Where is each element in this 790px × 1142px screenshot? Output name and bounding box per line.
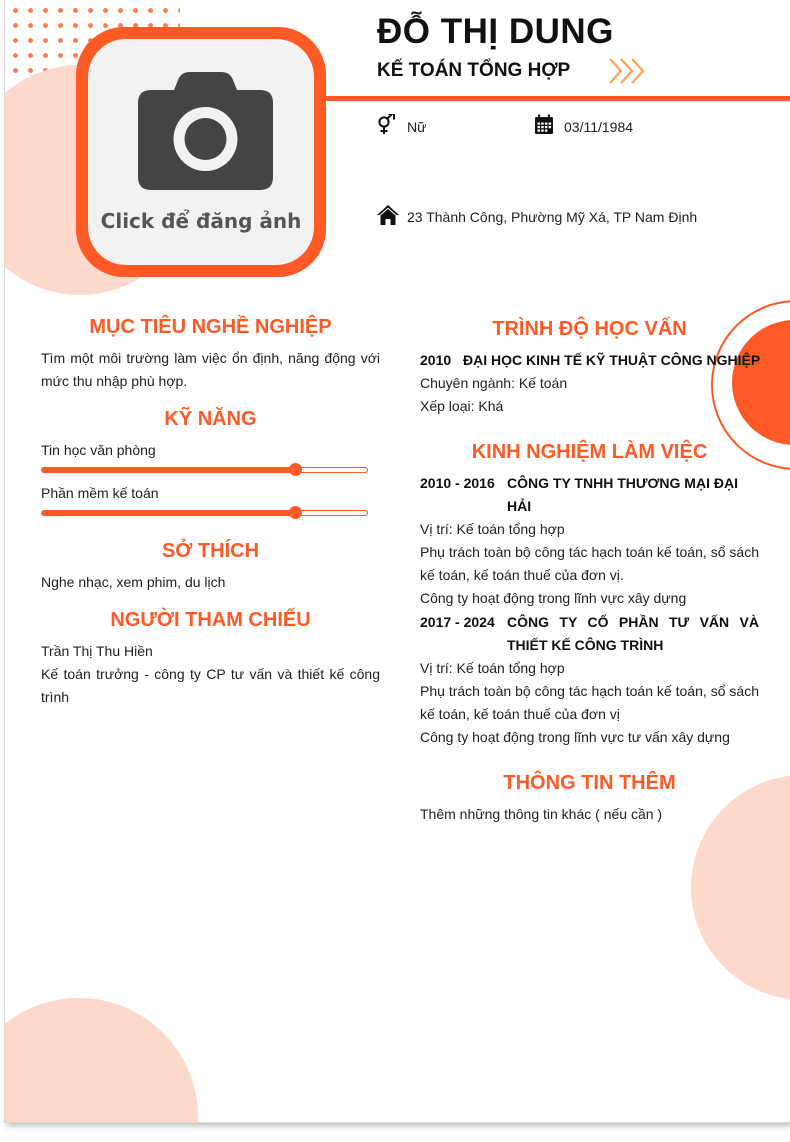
objective-text: Tìm một môi trường làm việc ổn định, năng động với mức thu nhập phù hợp. — [41, 350, 380, 389]
skill-name: Phần mềm kế toán — [41, 485, 159, 501]
skills-heading: KỸ NĂNG — [164, 408, 257, 430]
reference-detail: Kế toán trưởng - công ty CP tư vấn và thiết kế công trình — [41, 666, 380, 705]
cv-page — [5, 0, 790, 1122]
education-grade: Xếp loại: Khá — [420, 398, 504, 414]
skill-bar-knob[interactable] — [289, 506, 302, 519]
references-heading: NGƯỜI THAM CHIẾU — [110, 609, 311, 631]
birthday-value: 03/11/1984 — [564, 119, 634, 135]
experience-company: CÔNG TY TNHH THƯƠNG MẠI ĐẠI HẢI — [507, 475, 738, 514]
gender-value: Nữ — [407, 119, 427, 135]
experience-header — [420, 472, 759, 518]
experience-item — [420, 611, 759, 749]
photo-frame — [76, 27, 326, 277]
education-entry — [420, 349, 760, 372]
experience-duty: Phụ trách toàn bộ công tác hạch toán kế toán, sổ sách kế toán, kế toán thuế của đơn vị — [420, 683, 759, 722]
candidate-name: ĐỖ THỊ DUNG — [377, 12, 614, 51]
experience-position: Vị trí: Kế toán tổng hợp — [420, 660, 565, 676]
experience-note: Công ty hoạt động trong lĩnh vực xây dựng — [420, 590, 687, 606]
job-title: KẾ TOÁN TỔNG HỢP — [377, 60, 571, 81]
experience-position: Vị trí: Kế toán tổng hợp — [420, 521, 565, 537]
skill-bar — [41, 467, 368, 473]
experience-item — [420, 472, 759, 610]
skill-bar-fill — [42, 468, 296, 472]
photo-upload[interactable] — [88, 39, 314, 265]
photo-upload-label: Click để đăng ảnh — [100, 209, 302, 233]
header-divider — [325, 96, 790, 101]
skill-bar — [41, 510, 368, 516]
home-icon — [376, 204, 400, 226]
experience-company: CÔNG TY CỔ PHẦN TƯ VẤN VÀ THIẾT KẾ CÔNG TRÌNH — [507, 614, 759, 653]
education-heading: TRÌNH ĐỘ HỌC VẤN — [492, 318, 687, 340]
hobbies-text: Nghe nhạc, xem phim, du lịch — [41, 574, 226, 590]
education-year: 2010 — [420, 352, 452, 368]
hobbies-heading: SỞ THÍCH — [161, 540, 260, 562]
extra-info-heading: THÔNG TIN THÊM — [503, 772, 676, 794]
decor-circle-bottom-right — [691, 775, 790, 1000]
camera-icon — [138, 72, 273, 192]
experience-period: 2010 - 2016 — [420, 475, 495, 491]
objective-heading: MỤC TIÊU NGHỀ NGHIỆP — [89, 316, 332, 338]
education-school: ĐẠI HỌC KINH TẾ KỸ THUẬT CÔNG NGHIỆP — [463, 352, 761, 368]
calendar-icon — [534, 114, 554, 135]
reference-name: Trần Thị Thu Hiền — [41, 643, 153, 659]
chevrons-right-icon — [608, 57, 648, 85]
experience-duty: Phụ trách toàn bộ công tác hạch toán kế toán, sổ sách kế toán, kế toán thuế của đơn vị. — [420, 544, 759, 583]
skill-name: Tin học văn phòng — [41, 442, 156, 458]
experience-heading: KINH NGHIỆM LÀM VIỆC — [471, 441, 708, 463]
address-value: 23 Thành Công, Phường Mỹ Xá, TP Nam Định — [407, 209, 698, 225]
skill-bar-knob[interactable] — [289, 463, 302, 476]
skill-bar-fill — [42, 511, 296, 515]
extra-info-text: Thêm những thông tin khác ( nếu cần ) — [420, 806, 663, 822]
experience-header — [420, 611, 759, 657]
experience-note: Công ty hoạt động trong lĩnh vực tư vấn xây dựng — [420, 729, 730, 745]
decor-circle-bottom-left — [5, 998, 198, 1122]
experience-period: 2017 - 2024 — [420, 614, 495, 630]
education-major: Chuyên ngành: Kế toán — [420, 375, 568, 391]
gender-icon — [376, 114, 396, 136]
